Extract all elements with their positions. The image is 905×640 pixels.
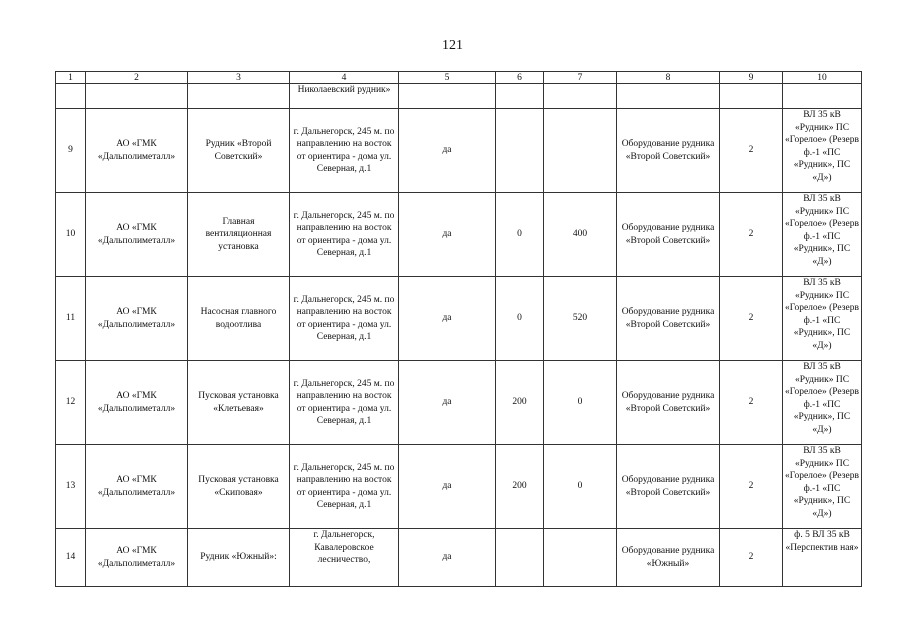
- cell: [617, 84, 720, 109]
- cell-object: Рудник «Второй Советский»: [188, 109, 290, 193]
- header-row: [56, 72, 862, 84]
- col-header: 10: [783, 72, 862, 84]
- cell-col6: [496, 109, 544, 193]
- cell-col7: 400: [544, 193, 617, 277]
- cell: [496, 84, 544, 109]
- cell: [188, 84, 290, 109]
- cell: [86, 84, 188, 109]
- col-header: 6: [496, 72, 544, 84]
- cell-number: 9: [56, 109, 86, 193]
- cell-col9: 2: [720, 193, 783, 277]
- cell-power-line: ВЛ 35 кВ «Рудник» ПС «Горелое» (Резерв ф.-1 «ПС «Рудник», ПС «Д»): [783, 109, 862, 193]
- cell-number: 12: [56, 361, 86, 445]
- cell-col7: [544, 109, 617, 193]
- cell-col9: 2: [720, 445, 783, 529]
- cell-power-line: ВЛ 35 кВ «Рудник» ПС «Горелое» (Резерв ф.-1 «ПС «Рудник», ПС «Д»): [783, 361, 862, 445]
- table-row: [56, 277, 862, 361]
- cell-col6: 0: [496, 277, 544, 361]
- cell-col9: 2: [720, 277, 783, 361]
- cell-equipment: Оборудование рудника «Южный»: [617, 529, 720, 587]
- cell-power-line: ф. 5 ВЛ 35 кВ «Перспектив ная»: [783, 529, 862, 587]
- col-header: 3: [188, 72, 290, 84]
- cell-object: Главная вентиляционная установка: [188, 193, 290, 277]
- cell-address: г. Дальнегорск, 245 м. по направлению на восток от ориентира - дома ул. Северная, д.1: [290, 109, 399, 193]
- cell-col7: 520: [544, 277, 617, 361]
- cell: [544, 84, 617, 109]
- cell-equipment: Оборудование рудника «Второй Советский»: [617, 193, 720, 277]
- col-header: 4: [290, 72, 399, 84]
- col-header: 1: [56, 72, 86, 84]
- cell: [399, 84, 496, 109]
- cell-col6: 0: [496, 193, 544, 277]
- cell-power-line: ВЛ 35 кВ «Рудник» ПС «Горелое» (Резерв ф.-1 «ПС «Рудник», ПС «Д»): [783, 277, 862, 361]
- continuation-row: [56, 84, 862, 109]
- cell-power-line: ВЛ 35 кВ «Рудник» ПС «Горелое» (Резерв ф.-1 «ПС «Рудник», ПС «Д»): [783, 445, 862, 529]
- cell-col7: 0: [544, 361, 617, 445]
- table-row: [56, 109, 862, 193]
- cell-col5: да: [399, 529, 496, 587]
- cell-address: г. Дальнегорск, 245 м. по направлению на восток от ориентира - дома ул. Северная, д.1: [290, 193, 399, 277]
- cell-equipment: Оборудование рудника «Второй Советский»: [617, 361, 720, 445]
- cell-number: 10: [56, 193, 86, 277]
- cell-organization: АО «ГМК «Дальполиметалл»: [86, 529, 188, 587]
- cell: [783, 84, 862, 109]
- cell-organization: АО «ГМК «Дальполиметалл»: [86, 193, 188, 277]
- cell-col9: 2: [720, 361, 783, 445]
- cell-object: Пусковая установка «Клетьевая»: [188, 361, 290, 445]
- cell-organization: АО «ГМК «Дальполиметалл»: [86, 445, 188, 529]
- cell-col9: 2: [720, 529, 783, 587]
- cell-col5: да: [399, 277, 496, 361]
- cell-col7: [544, 529, 617, 587]
- cell-col6: 200: [496, 445, 544, 529]
- cell-object: Насосная главного водоотлива: [188, 277, 290, 361]
- cell-organization: АО «ГМК «Дальполиметалл»: [86, 361, 188, 445]
- col-header: 9: [720, 72, 783, 84]
- cell-col5: да: [399, 109, 496, 193]
- table-row: [56, 361, 862, 445]
- cell-equipment: Оборудование рудника «Второй Советский»: [617, 109, 720, 193]
- cell-equipment: Оборудование рудника «Второй Советский»: [617, 445, 720, 529]
- cell-address: г. Дальнегорск, 245 м. по направлению на восток от ориентира - дома ул. Северная, д.1: [290, 361, 399, 445]
- cell-organization: АО «ГМК «Дальполиметалл»: [86, 277, 188, 361]
- cell-col5: да: [399, 193, 496, 277]
- cell-col5: да: [399, 445, 496, 529]
- cell: [56, 84, 86, 109]
- col-header: 5: [399, 72, 496, 84]
- col-header: 8: [617, 72, 720, 84]
- table-row: [56, 445, 862, 529]
- cell-power-line: ВЛ 35 кВ «Рудник» ПС «Горелое» (Резерв ф.-1 «ПС «Рудник», ПС «Д»): [783, 193, 862, 277]
- cell-address: Николаевский рудник»: [290, 84, 399, 109]
- cell-col7: 0: [544, 445, 617, 529]
- cell-number: 14: [56, 529, 86, 587]
- page-number: 121: [442, 38, 463, 53]
- cell-col6: 200: [496, 361, 544, 445]
- cell-address: г. Дальнегорск, 245 м. по направлению на восток от ориентира - дома ул. Северная, д.1: [290, 277, 399, 361]
- cell-address: г. Дальнегорск, Кавалеровское лесничество,: [290, 529, 399, 587]
- cell-object: Пусковая установка «Скиповая»: [188, 445, 290, 529]
- col-header: 7: [544, 72, 617, 84]
- table-row: [56, 193, 862, 277]
- cell-address: г. Дальнегорск, 245 м. по направлению на восток от ориентира - дома ул. Северная, д.1: [290, 445, 399, 529]
- cell-col9: 2: [720, 109, 783, 193]
- cell-object: Рудник «Южный»:: [188, 529, 290, 587]
- col-header: 2: [86, 72, 188, 84]
- cell-col6: [496, 529, 544, 587]
- cell: [720, 84, 783, 109]
- data-table: [55, 71, 862, 587]
- table-row: [56, 529, 862, 587]
- cell-number: 11: [56, 277, 86, 361]
- cell-number: 13: [56, 445, 86, 529]
- cell-equipment: Оборудование рудника «Второй Советский»: [617, 277, 720, 361]
- cell-organization: АО «ГМК «Дальполиметалл»: [86, 109, 188, 193]
- cell-col5: да: [399, 361, 496, 445]
